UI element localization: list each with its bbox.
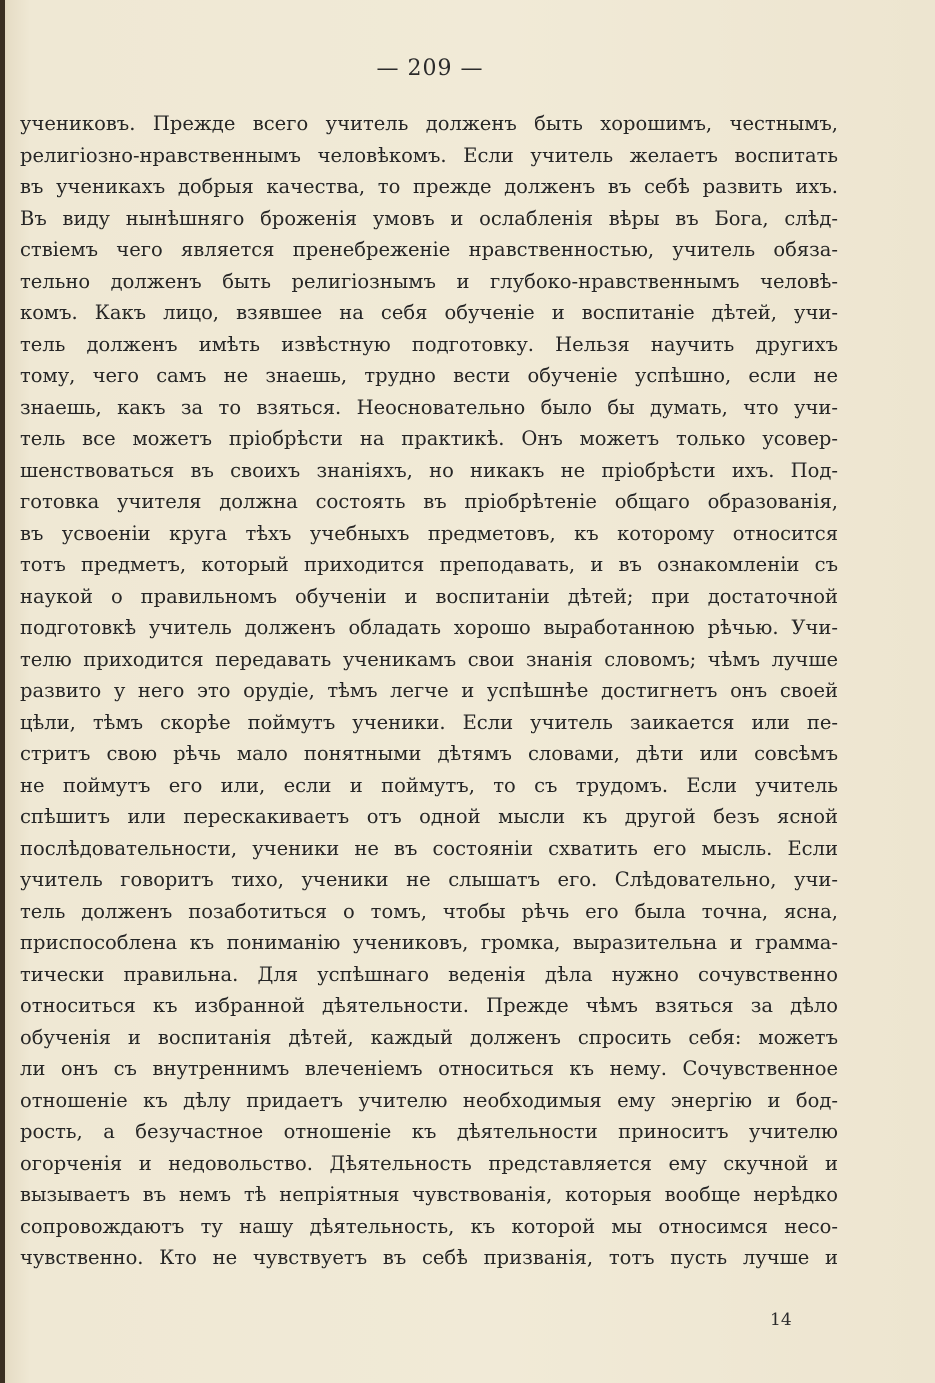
text-line: сопровождаютъ ту нашу дѣятельность, къ которой мы относимся несо- [20, 1214, 838, 1238]
text-line: готовка учителя должна состоять въ пріобрѣтеніе общаго образованія, [20, 490, 838, 513]
page-spine-edge [0, 0, 5, 1383]
text-line: приспособлена къ пониманію учениковъ, громка, выразительна и грамма- [20, 931, 838, 954]
text-line: Въ виду нынѣшняго броженія умовъ и ослабленія вѣры въ Бога, слѣд- [20, 206, 838, 230]
text-line: обученія и воспитанія дѣтей, каждый долженъ спросить себя: можетъ [20, 1025, 838, 1049]
text-line: учитель говоритъ тихо, ученики не слышатъ его. Слѣдовательно, учи- [20, 868, 838, 891]
text-line: подготовкѣ учитель долженъ обладать хорошо выработанною рѣчью. Учи- [20, 616, 838, 639]
text-line: тельно долженъ быть религіознымъ и глубоко-нравственнымъ человѣ- [20, 269, 838, 293]
text-line: наукой о правильномъ обученіи и воспитаніи дѣтей; при достаточной [20, 584, 838, 608]
text-line: тель долженъ позаботиться о томъ, чтобы рѣчь его была точна, ясна, [20, 899, 838, 923]
text-line: относиться къ избранной дѣятельности. Прежде чѣмъ взяться за дѣло [20, 994, 838, 1017]
text-line: стритъ свою рѣчь мало понятными дѣтямъ словами, дѣти или совсѣмъ [20, 742, 838, 765]
text-line: чувственно. Кто не чувствуетъ въ себѣ призванія, тотъ пусть лучше и [20, 1246, 838, 1269]
text-line: ли онъ съ внутреннимъ влеченіемъ относиться къ нему. Сочувственное [20, 1057, 838, 1080]
text-line: въ усвоеніи круга тѣхъ учебныхъ предметовъ, къ которому относится [20, 521, 838, 545]
text-line: тель все можетъ пріобрѣсти на практикѣ. Онъ можетъ только усовер- [20, 427, 838, 450]
text-line: отношеніе къ дѣлу придаетъ учителю необходимыя ему энергію и бод- [20, 1088, 838, 1112]
text-line: рость, а безучастное отношеніе къ дѣятельности приноситъ учителю [20, 1120, 838, 1143]
text-line: въ ученикахъ добрыя качества, то прежде долженъ въ себѣ развить ихъ. [20, 175, 838, 198]
text-line: не поймутъ его или, если и поймутъ, то съ трудомъ. Если учитель [20, 773, 838, 797]
signature-mark: 14 [770, 1310, 792, 1330]
text-line: телю приходится передавать ученикамъ свои знанія словомъ; чѣмъ лучше [20, 647, 838, 671]
text-line: религіозно-нравственнымъ человѣкомъ. Если учитель желаетъ воспитать [20, 143, 838, 167]
text-line: тель долженъ имѣть извѣстную подготовку. Нельзя научить другихъ [20, 332, 838, 356]
text-line: шенствоваться въ своихъ знаніяхъ, но никакъ не пріобрѣсти ихъ. Под- [20, 458, 838, 482]
text-line: вызываетъ въ немъ тѣ непріятныя чувствованія, которыя вообще нерѣдко [20, 1183, 838, 1206]
text-line: послѣдовательности, ученики не въ состояніи схватить его мысль. Если [20, 836, 838, 860]
text-line: тому, чего самъ не знаешь, трудно вести обученіе успѣшно, если не [20, 364, 838, 387]
text-line: учениковъ. Прежде всего учитель долженъ быть хорошимъ, честнымъ, [20, 112, 838, 135]
text-line: развито у него это орудіе, тѣмъ легче и успѣшнѣе достигнетъ онъ своей [20, 679, 838, 702]
page-number: — 209 — [376, 56, 484, 81]
text-line: знаешь, какъ за то взяться. Неосновательно было бы думать, что учи- [20, 395, 838, 419]
text-line: огорченія и недовольство. Дѣятельность представляется ему скучной и [20, 1151, 838, 1175]
body-text [20, 108, 838, 1274]
text-line: комъ. Какъ лицо, взявшее на себя обученіе и воспитаніе дѣтей, учи- [20, 301, 838, 324]
text-line: ствіемъ чего является пренебреженіе нравственностью, учитель обяза- [20, 238, 838, 261]
text-line: спѣшитъ или перескакиваетъ отъ одной мысли къ другой безъ ясной [20, 805, 838, 828]
text-line: тически правильна. Для успѣшнаго веденія дѣла нужно сочувственно [20, 962, 838, 986]
text-line: цѣли, тѣмъ скорѣе поймутъ ученики. Если учитель заикается или пе- [20, 710, 838, 734]
text-line: тотъ предметъ, который приходится преподавать, и въ ознакомленіи съ [20, 553, 838, 576]
